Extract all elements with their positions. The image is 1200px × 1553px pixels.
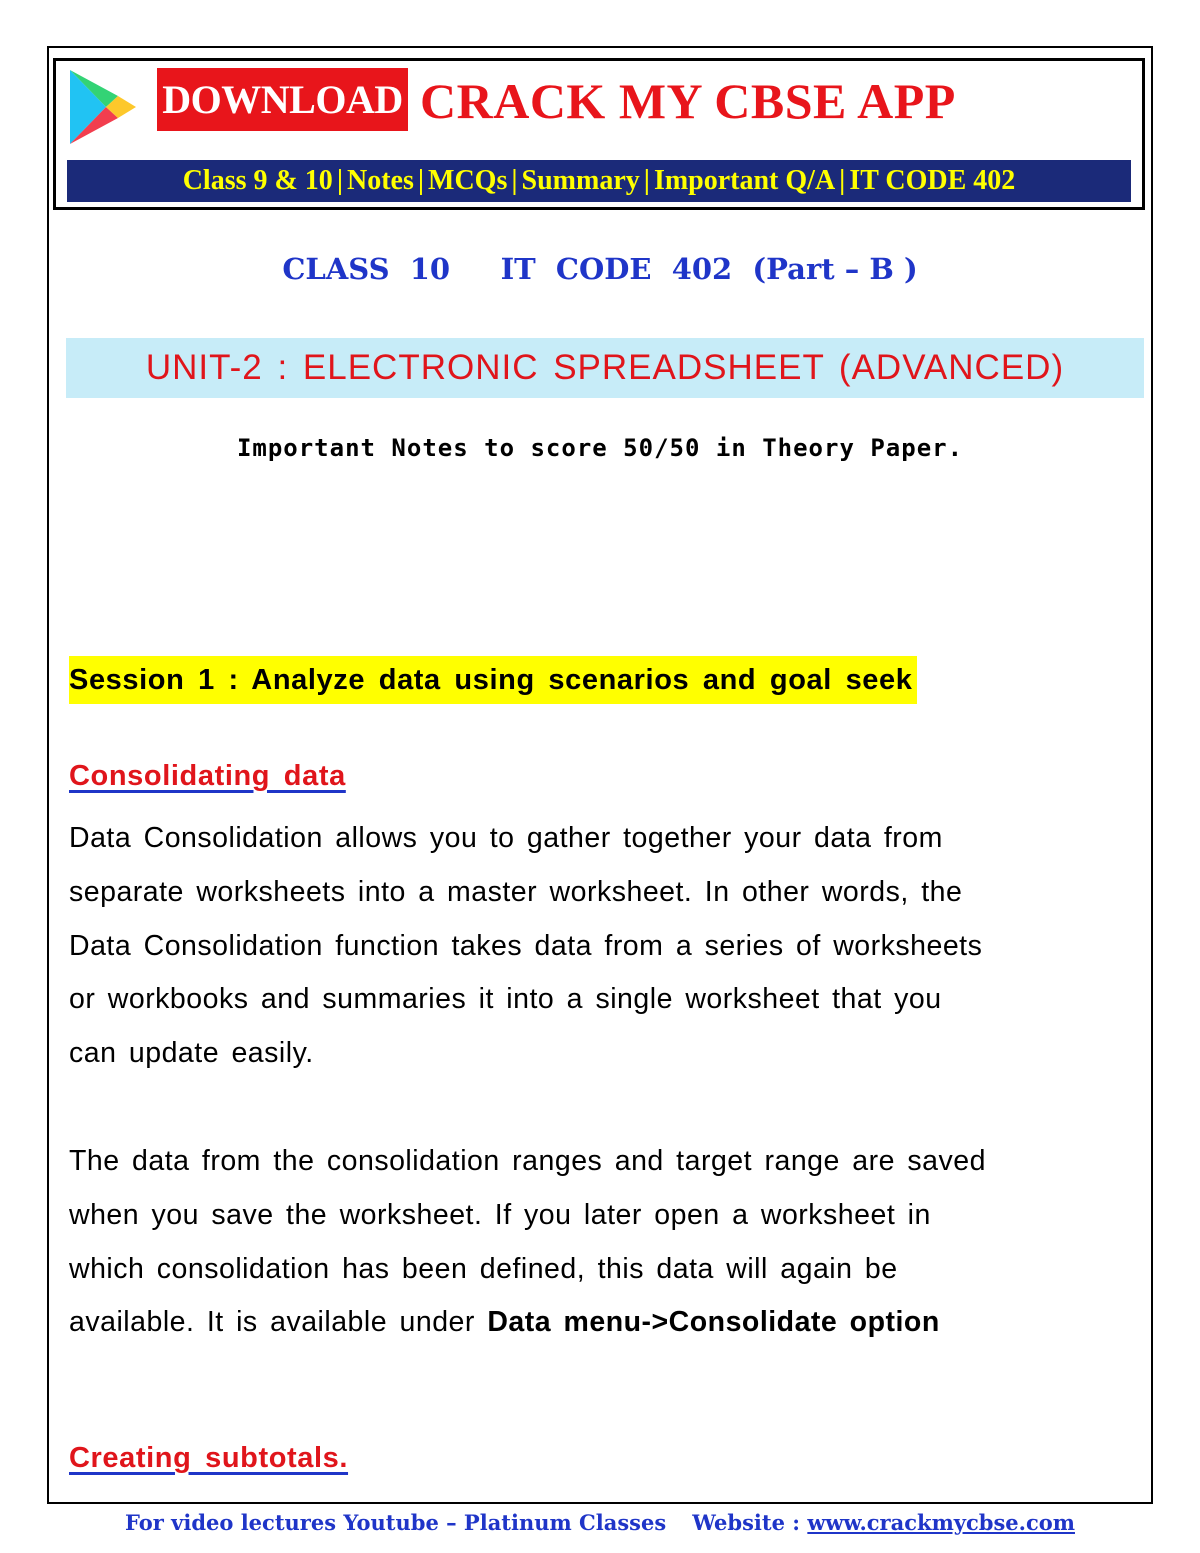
paragraph-line: or workbooks and summaries it into a single worksheet that you bbox=[69, 983, 942, 1016]
creating-subtotals-heading: Creating subtotals. bbox=[69, 1442, 349, 1474]
footer-video-text: For video lectures Youtube – Platinum Classes bbox=[125, 1510, 667, 1535]
paragraph-line bbox=[69, 1296, 1129, 1350]
nav-separator: | bbox=[511, 165, 518, 196]
page-footer bbox=[0, 1510, 1200, 1535]
footer-website-link[interactable]: www.crackmycbse.com bbox=[807, 1510, 1075, 1535]
nav-item-summary[interactable]: Summary bbox=[521, 165, 640, 196]
consolidating-data-heading: Consolidating data bbox=[69, 760, 346, 792]
notes-subtitle: Important Notes to score 50/50 in Theory Paper. bbox=[236, 434, 964, 462]
class-code-heading bbox=[0, 252, 1200, 286]
subject-nav-bar bbox=[67, 160, 1131, 202]
menu-path: Data menu->Consolidate option bbox=[487, 1306, 940, 1339]
unit-title-band bbox=[66, 338, 1144, 398]
class-label: CLASS 10 bbox=[282, 252, 451, 286]
nav-separator: | bbox=[336, 165, 343, 196]
consolidation-paragraph bbox=[69, 812, 1129, 1081]
paragraph-line: separate worksheets into a master worksheet. In other words, the bbox=[69, 875, 963, 908]
nav-separator: | bbox=[417, 165, 425, 196]
nav-item-mcqs[interactable]: MCQs bbox=[428, 165, 508, 196]
download-button[interactable]: DOWNLOAD bbox=[157, 68, 408, 131]
consolidation-save-paragraph bbox=[69, 1135, 1129, 1350]
google-play-icon[interactable] bbox=[66, 68, 138, 146]
paragraph-line: which consolidation has been defined, this data will again be bbox=[69, 1252, 898, 1285]
paragraph-line: can update easily. bbox=[69, 1037, 314, 1070]
code-label: IT CODE 402 (Part – B ) bbox=[500, 252, 918, 286]
paragraph-line: Data Consolidation allows you to gather together your data from bbox=[69, 822, 943, 854]
nav-item-class[interactable]: Class 9 & 10 bbox=[182, 165, 333, 196]
footer-website-label: Website : bbox=[692, 1510, 808, 1535]
nav-separator: | bbox=[643, 165, 650, 196]
paragraph-line: The data from the consolidation ranges and target range are saved bbox=[69, 1145, 986, 1177]
unit-title: UNIT-2 : ELECTRONIC SPREADSHEET (ADVANCED) bbox=[145, 348, 1065, 387]
nav-separator: | bbox=[839, 165, 846, 196]
app-title[interactable]: CRACK MY CBSE APP bbox=[420, 73, 956, 129]
paragraph-line: when you save the worksheet. If you later open a worksheet in bbox=[69, 1198, 931, 1231]
session-title: Session 1 : Analyze data using scenarios and goal seek bbox=[69, 656, 917, 704]
availability-text: available. It is available under bbox=[69, 1306, 488, 1339]
nav-item-it-code[interactable]: IT CODE 402 bbox=[849, 165, 1016, 196]
nav-item-notes[interactable]: Notes bbox=[346, 165, 414, 196]
paragraph-line: Data Consolidation function takes data from a series of worksheets bbox=[69, 929, 983, 962]
nav-item-important-qa[interactable]: Important Q/A bbox=[653, 165, 836, 196]
